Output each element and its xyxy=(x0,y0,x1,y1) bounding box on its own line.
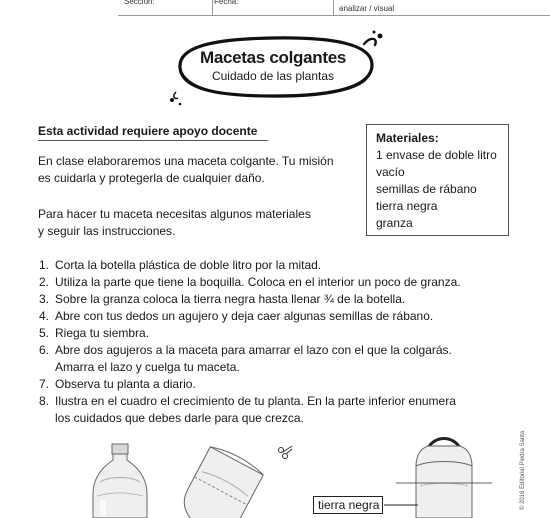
worksheet-header xyxy=(0,0,550,16)
header-divider xyxy=(212,0,213,15)
material-item: granza xyxy=(376,216,413,230)
step-item xyxy=(0,291,500,308)
step-item xyxy=(0,393,500,427)
support-underline xyxy=(38,140,268,141)
cut-bottle-icon xyxy=(176,443,266,518)
step-number: 4. xyxy=(39,309,50,323)
step-text: Utiliza la parte que tiene la boquilla. Coloca en el interior un poco de granza. xyxy=(55,275,461,289)
step-item xyxy=(0,308,500,325)
fecha-label: Fecha: xyxy=(214,0,239,6)
step-item xyxy=(0,274,500,291)
materials-title: Materiales: xyxy=(376,131,439,145)
step-text: Ilustra en el cuadro el crecimiento de tu planta. En la parte inferior enumera xyxy=(55,394,456,408)
step-item xyxy=(0,342,500,376)
tierra-negra-label: tierra negra xyxy=(313,496,383,514)
step-text: Observa tu planta a diario. xyxy=(55,377,196,391)
step-item xyxy=(0,325,500,342)
step-number: 5. xyxy=(39,326,50,340)
step-item xyxy=(0,376,500,393)
whole-bottle-icon xyxy=(93,444,147,518)
intro-paragraph-2 xyxy=(38,206,358,240)
page-subtitle: Cuidado de las plantas xyxy=(211,69,335,83)
step-text: Riega tu siembra. xyxy=(55,326,150,340)
title-block xyxy=(168,30,386,106)
header-divider xyxy=(333,0,334,15)
step-text: Corta la botella plástica de doble litro por la mitad. xyxy=(55,258,322,272)
step-number: 7. xyxy=(39,377,50,391)
material-item: 1 envase de doble litro xyxy=(376,148,497,162)
material-item: vacío xyxy=(376,165,405,179)
intro-line: es cuidarla y protegerla de cualquier daño. xyxy=(38,171,265,185)
step-number: 2. xyxy=(39,275,50,289)
skills-text: analizar / visual xyxy=(339,4,395,13)
instruction-steps xyxy=(0,257,500,427)
intro-line: En clase elaboraremos una maceta colgante. Tu misión xyxy=(38,154,334,168)
intro-paragraph-1 xyxy=(38,153,358,187)
intro-line: Para hacer tu maceta necesitas algunos materiales xyxy=(38,207,311,221)
step-text: Sobre la granza coloca la tierra negra hasta llenar ¾ de la botella. xyxy=(55,292,406,306)
brush-frame-graphic xyxy=(168,30,386,106)
step-text: Amarra el lazo y cuelga tu maceta. xyxy=(55,360,240,374)
step-text: Abre con tus dedos un agujero y deja caer algunas semillas de rábano. xyxy=(55,309,434,323)
step-text: los cuidados que debes darle para que crezca. xyxy=(55,411,304,425)
copyright-note xyxy=(518,380,528,510)
material-item: semillas de rábano xyxy=(376,182,477,196)
support-note: Esta actividad requiere apoyo docente xyxy=(38,124,258,138)
step-item xyxy=(0,257,500,274)
materials-box xyxy=(366,124,509,236)
step-number: 6. xyxy=(39,343,50,357)
seccion-label: Sección: xyxy=(124,0,155,6)
illustration-area xyxy=(0,430,518,518)
step-text: Abre dos agujeros a la maceta para amarrar el lazo con el que la colgarás. xyxy=(55,343,452,357)
page-title: Macetas colgantes xyxy=(199,48,347,67)
step-number: 8. xyxy=(39,394,50,408)
copyright-text: © 2016 Editorial Piedra Santa xyxy=(520,430,526,510)
step-number: 3. xyxy=(39,292,50,306)
scissors-icon xyxy=(279,446,293,459)
intro-line: y seguir las instrucciones. xyxy=(38,224,176,238)
step-number: 1. xyxy=(39,258,50,272)
hanging-pot-icon xyxy=(396,439,492,518)
material-item: tierra negra xyxy=(376,199,438,213)
header-rule xyxy=(118,15,550,16)
